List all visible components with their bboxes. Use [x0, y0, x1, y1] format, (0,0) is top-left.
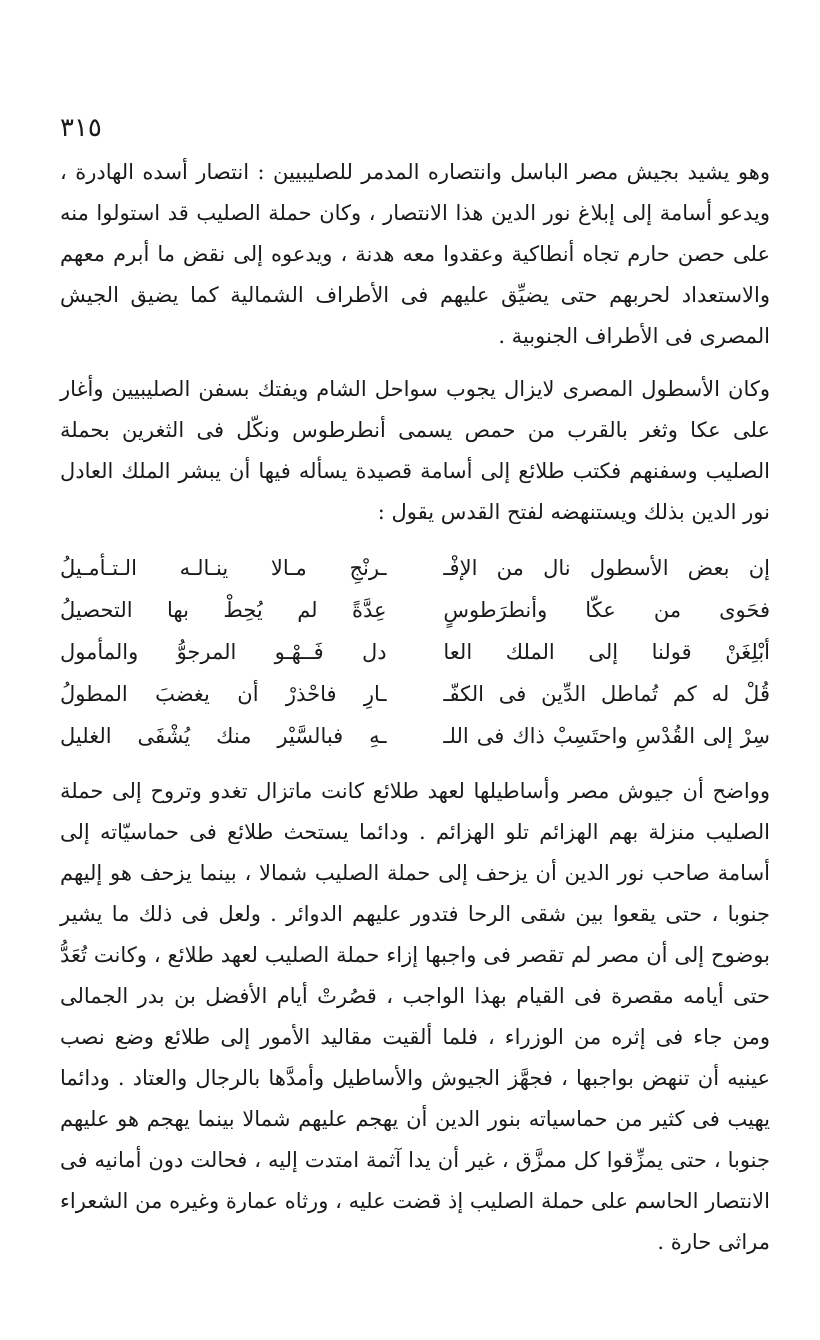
verse-first-hemistich: سِرْ إلى القُدْسِ واحتَسِبْ ذاك فى اللـ — [443, 724, 770, 748]
poem-verse — [60, 589, 770, 631]
verse-second-hemistich: دل فَــهْـو المرجوُّ والمأمول — [60, 640, 387, 664]
poem — [60, 547, 770, 757]
paragraph-3: وواضح أن جيوش مصر وأساطيلها لعهد طلائع كانت ماتزال تغدو وتروح إلى حملة الصليب منزلة بهم الهزائم تلو الهزائم . ودائما يستحث طلائع فى حماسيّاته إلى أسامة صاحب نور الدين أن يزحف إلى حملة الصليب شمالا ، بينما يزحف هو إليهم جنوبا ، حتى يقعوا بين شقى الرحا فتدور عليهم الدوائر . ولعل فى ذلك ما يشير بوضوح إلى أن مصر لم تقصر فى واجبها إزاء حملة الصليب لعهد طلائع ، وكانت تُعَدُّ حتى أيامه مقصرة فى القيام بهذا الواجب ، قصُرتْ أيام الأفضل بن بدر الجمالى ومن جاء فى إثره من الوزراء ، فلما ألقيت مقاليد الأمور إلى طلائع وضع نصب عينيه أن تنهض بواجبها ، فجهَّز الجيوش والأساطيل وأمدَّها بالرجال والعتاد . ودائما يهيب فى كثير من حماسياته بنور الدين أن يهجم عليهم شمالا بينما يهجم هو عليهم جنوبا ، حتى يمزِّقوا كل ممزَّق ، غير أن يدا آثمة امتدت إليه ، فحالت دون أمانيه فى الانتصار الحاسم على حملة الصليب إذ قضت عليه ، ورثاه عمارة وغيره من الشعراء مراثى حارة . — [60, 779, 770, 1254]
verse-second-hemistich: عِدَّةً لم يُحِطْ بها التحصيلُ — [60, 598, 387, 622]
page-number: ٣١٥ — [60, 113, 102, 143]
verse-first-hemistich: أبْلِغَنْ قولنا إلى الملك العا — [443, 640, 770, 664]
verse-first-hemistich: قُلْ له كم تُماطل الدِّين فى الكفّـ — [443, 682, 770, 706]
verse-second-hemistich: ـرنْجِ مـالا ينـالـه الـتـأمـيلُ — [60, 556, 387, 580]
verse-first-hemistich: فحَوى من عكّا وأنطرَطوسٍ — [443, 598, 770, 622]
poem-verse — [60, 715, 770, 757]
paragraph-2: وكان الأسطول المصرى لايزال يجوب سواحل الشام ويفتك بسفن الصليبيين وأغار على عكا وثغر بالقرب من حمص يسمى أنطرطوس ونكّل فى الثغرين بحملة الصليب وسفنهم فكتب طلائع إلى أسامة قصيدة يسأله فيها أن يبشر الملك العادل نور الدين بذلك ويستنهضه لفتح القدس يقول : — [60, 377, 770, 524]
poem-verse — [60, 631, 770, 673]
verse-first-hemistich: إن بعض الأسطول نال من الإفْـ — [443, 556, 770, 580]
verse-second-hemistich: ـارِ فاحْذرْ أن يغضبَ المطولُ — [60, 682, 387, 706]
poem-verse — [60, 547, 770, 589]
poem-verse — [60, 673, 770, 715]
paragraph-1: وهو يشيد بجيش مصر الباسل وانتصاره المدمر للصليبيين : انتصار أسده الهادرة ، ويدعو أسامة إلى إبلاغ نور الدين هذا الانتصار ، وكان حملة الصليب قد استولوا منه على حصن حارم تجاه أنطاكية وعقدوا معه هدنة ، ويدعوه إلى نقض ما أبرم معهم والاستعداد لحربهم حتى يضيِّق عليهم فى الأطراف الشمالية كما يضيق الجيش المصرى فى الأطراف الجنوبية . — [60, 160, 770, 348]
book-page — [60, 110, 770, 1263]
verse-second-hemistich: ـهِ فبالسَّيْر منك يُشْفَى الغليل — [60, 724, 387, 748]
